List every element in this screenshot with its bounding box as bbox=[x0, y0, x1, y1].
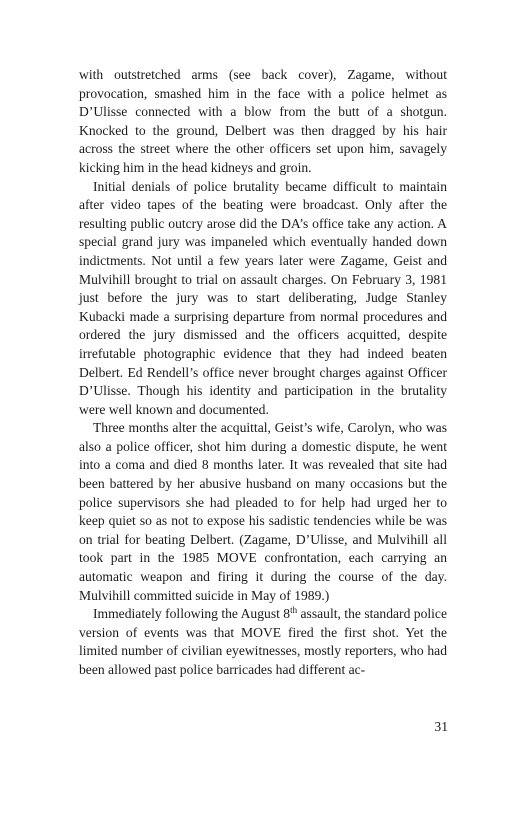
paragraph-police-brutality-trial: Initial denials of police brutality became difficult to maintain after video tapes of the beating were broadcast. Only after the resulting public outcry arose did the DA’s office take any action. A special grand jury was impaneled which eventually handed down indictments. Not until a few years later were Zagame, Geist and Mulvihill brought to trial on assault charges. On February 3, 1981 just before the jury was to start deliberating, Judge Stanley Kubacki made a surprising departure from normal procedures and ordered the jury dismissed and the officers acquitted, despite irrefutable photographic evidence that they had indeed beaten Delbert. Ed Rendell’s office never brought charges against Officer D’Ulisse. Though his identity and participation in the brutality were well known and documented. bbox=[79, 178, 447, 417]
paragraph-geist-death: Three months alter the acquittal, Geist’s wife, Carolyn, who was also a police officer, shot him during a domestic dispute, he went into a coma and died 8 months later. It was revealed that site had been battered by her abusive husband on many occasions but the police supervisors she had pleaded to for help had urged her to keep quiet so as not to expose his sadistic tendencies while be was on trial for beating Delbert. (Zagame, D’Ulisse, and Mulvihill all took part in the 1985 MOVE confrontation, each carrying an automatic weapon and firing it during the course of the day. Mulvihill committed suicide in May of 1989.) bbox=[79, 420, 447, 603]
page-number: 31 bbox=[434, 719, 448, 734]
paragraph-august-assault bbox=[79, 605, 447, 679]
paragraph-continued: with outstretched arms (see back cover), Zagame, without provocation, smashed him in the face with a police helmet as D’Ulisse connected with a blow from the butt of a shotgun. Knocked to the ground, Delbert was then dragged by his hair across the street where the other officers set upon him, savagely kicking him in the head kidneys and groin. bbox=[79, 67, 447, 175]
paragraph-text-after-sup: assault, the standard police version of events was that MOVE fired the first shot. Yet the limited number of civilian eyewitnesses, mostly reporters, who had been allowed past police barricades had different ac- bbox=[79, 606, 447, 677]
ordinal-superscript: th bbox=[290, 605, 298, 616]
paragraph-text-before-sup: Immediately following the August 8 bbox=[93, 606, 291, 622]
body-text bbox=[79, 66, 447, 680]
